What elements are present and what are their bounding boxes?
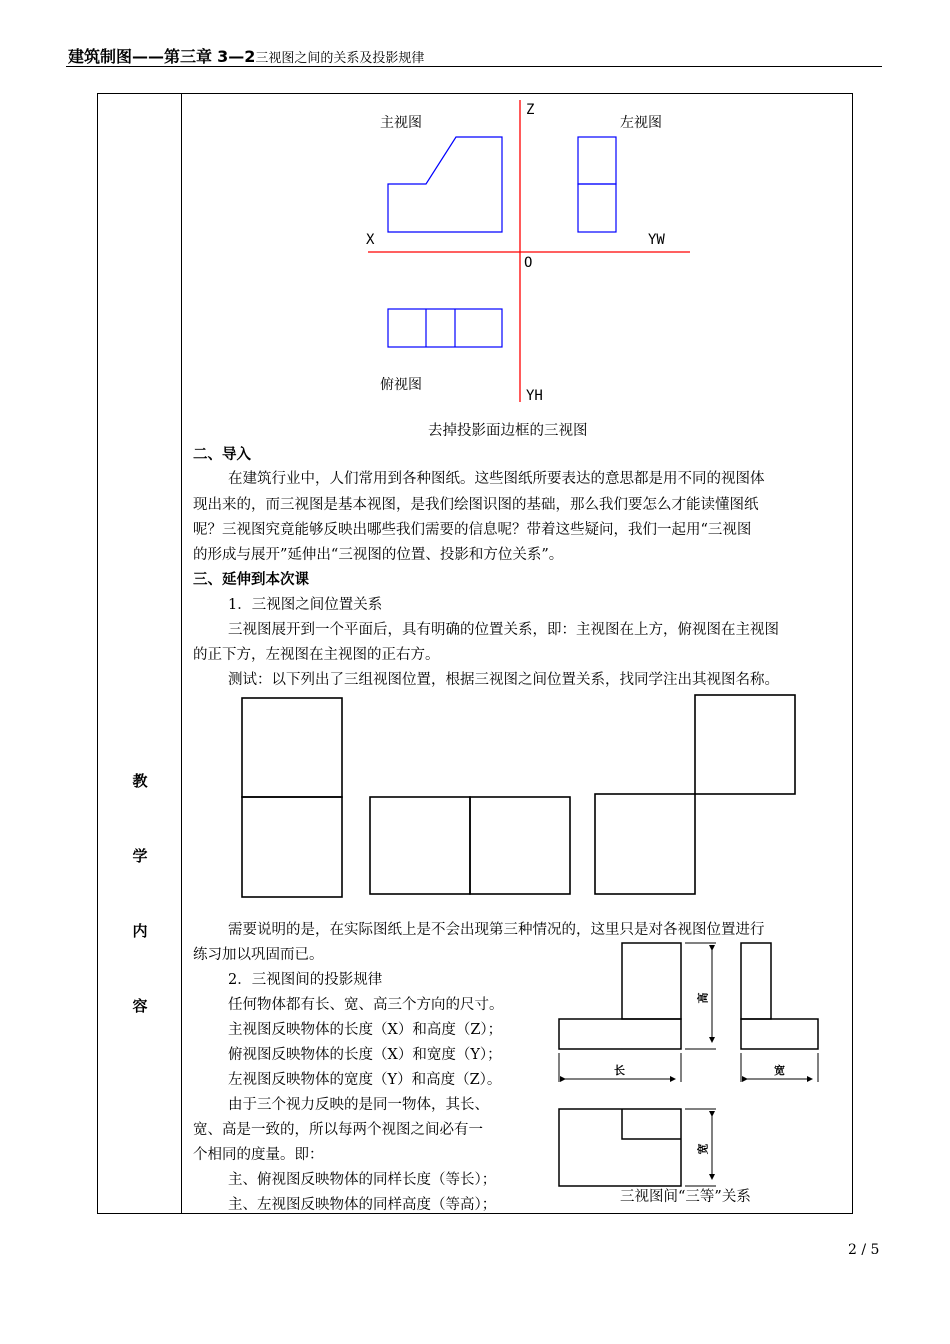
header-section: 3—2	[217, 47, 256, 66]
top-view-outline	[559, 1109, 681, 1186]
axis-label-z: Z	[526, 102, 535, 118]
paragraph-line: 练习加以巩固而已。	[193, 947, 324, 963]
front-view-base	[559, 1019, 681, 1049]
paragraph-line: 的形成与展开”延伸出“三视图的位置、投影和方位关系”。	[193, 547, 564, 563]
figure1-caption: 去掉投影面边框的三视图	[428, 423, 588, 439]
test-line: 测试：以下列出了三组视图位置，根据三视图之间位置关系，找同学注出其视图名称。	[228, 672, 779, 688]
rule-line: 俯视图反映物体的长度（X）和宽度（Y）；	[228, 1047, 502, 1063]
paragraph-line: 三视图展开到一个平面后，具有明确的位置关系，即：主视图在上方，俯视图在主视图	[228, 622, 779, 638]
dimension-label-length: 长	[614, 1064, 625, 1077]
left-view-base	[741, 1019, 818, 1049]
equality-line: 主、俯视图反映物体的同样长度（等长）；	[228, 1172, 497, 1188]
rule-line: 任何物体都有长、宽、高三个方向的尺寸。	[228, 997, 504, 1013]
side-label-char: 学	[132, 847, 148, 865]
dimension-label-height: 高	[696, 992, 710, 1004]
paragraph-line: 宽、高是一致的，所以每两个视图之间必有一	[193, 1122, 483, 1138]
paragraph-line: 在建筑行业中，人们常用到各种图纸。这些图纸所要表达的意思都是用不同的视图体	[228, 471, 765, 487]
front-view-label: 主视图	[380, 115, 422, 131]
axis-label-o: O	[524, 255, 533, 271]
header-title: 建筑制图——第三章	[68, 47, 213, 66]
header-subtitle: 三视图之间的关系及投影规律	[255, 51, 425, 66]
subheading-position: 1．三视图之间位置关系	[228, 597, 383, 613]
rule-line: 主视图反映物体的长度（X）和高度（Z）；	[228, 1022, 503, 1038]
side-label-char: 内	[132, 922, 148, 940]
paragraph-line: 需要说明的是，在实际图纸上是不会出现第三种情况的，这里只是对各视图位置进行	[228, 922, 765, 938]
equality-line: 主、左视图反映物体的同样高度（等高）；	[228, 1197, 497, 1213]
front-view-upper	[622, 943, 681, 1019]
page-number: 2 / 5	[848, 1242, 880, 1258]
paragraph-line: 个相同的度量。即：	[193, 1147, 324, 1163]
paragraph-line: 的正下方，左视图在主视图的正右方。	[193, 647, 440, 663]
dimension-label-width: 宽	[774, 1064, 785, 1077]
top-view-label: 俯视图	[380, 377, 422, 393]
axis-label-yh: YH	[526, 388, 543, 404]
figure2-caption: 三视图间“三等”关系	[620, 1189, 751, 1205]
section2-heading: 二、导入	[193, 447, 251, 463]
left-view-label: 左视图	[620, 115, 662, 131]
side-label-char: 教	[132, 772, 148, 790]
rule-line: 左视图反映物体的宽度（Y）和高度（Z）。	[228, 1072, 502, 1088]
dimension-label-width-lower: 宽	[696, 1143, 710, 1155]
top-view-inner	[622, 1109, 681, 1139]
section3-heading: 三、延伸到本次课	[193, 572, 309, 588]
subheading-projection: 2．三视图间的投影规律	[228, 972, 383, 988]
side-label-char: 容	[132, 997, 148, 1015]
paragraph-line: 由于三个视力反映的是同一物体，其长、	[228, 1097, 489, 1113]
paragraph-line: 现出来的，而三视图是基本视图，是我们绘图识图的基础，那么我们要怎么才能读懂图纸	[193, 497, 759, 513]
left-view-upper	[741, 943, 771, 1019]
paragraph-line: 呢？三视图究竟能够反映出哪些我们需要的信息呢？带着这些疑问，我们一起用“三视图	[193, 522, 752, 538]
axis-label-yw: YW	[648, 232, 665, 248]
axis-label-x: X	[366, 232, 375, 248]
